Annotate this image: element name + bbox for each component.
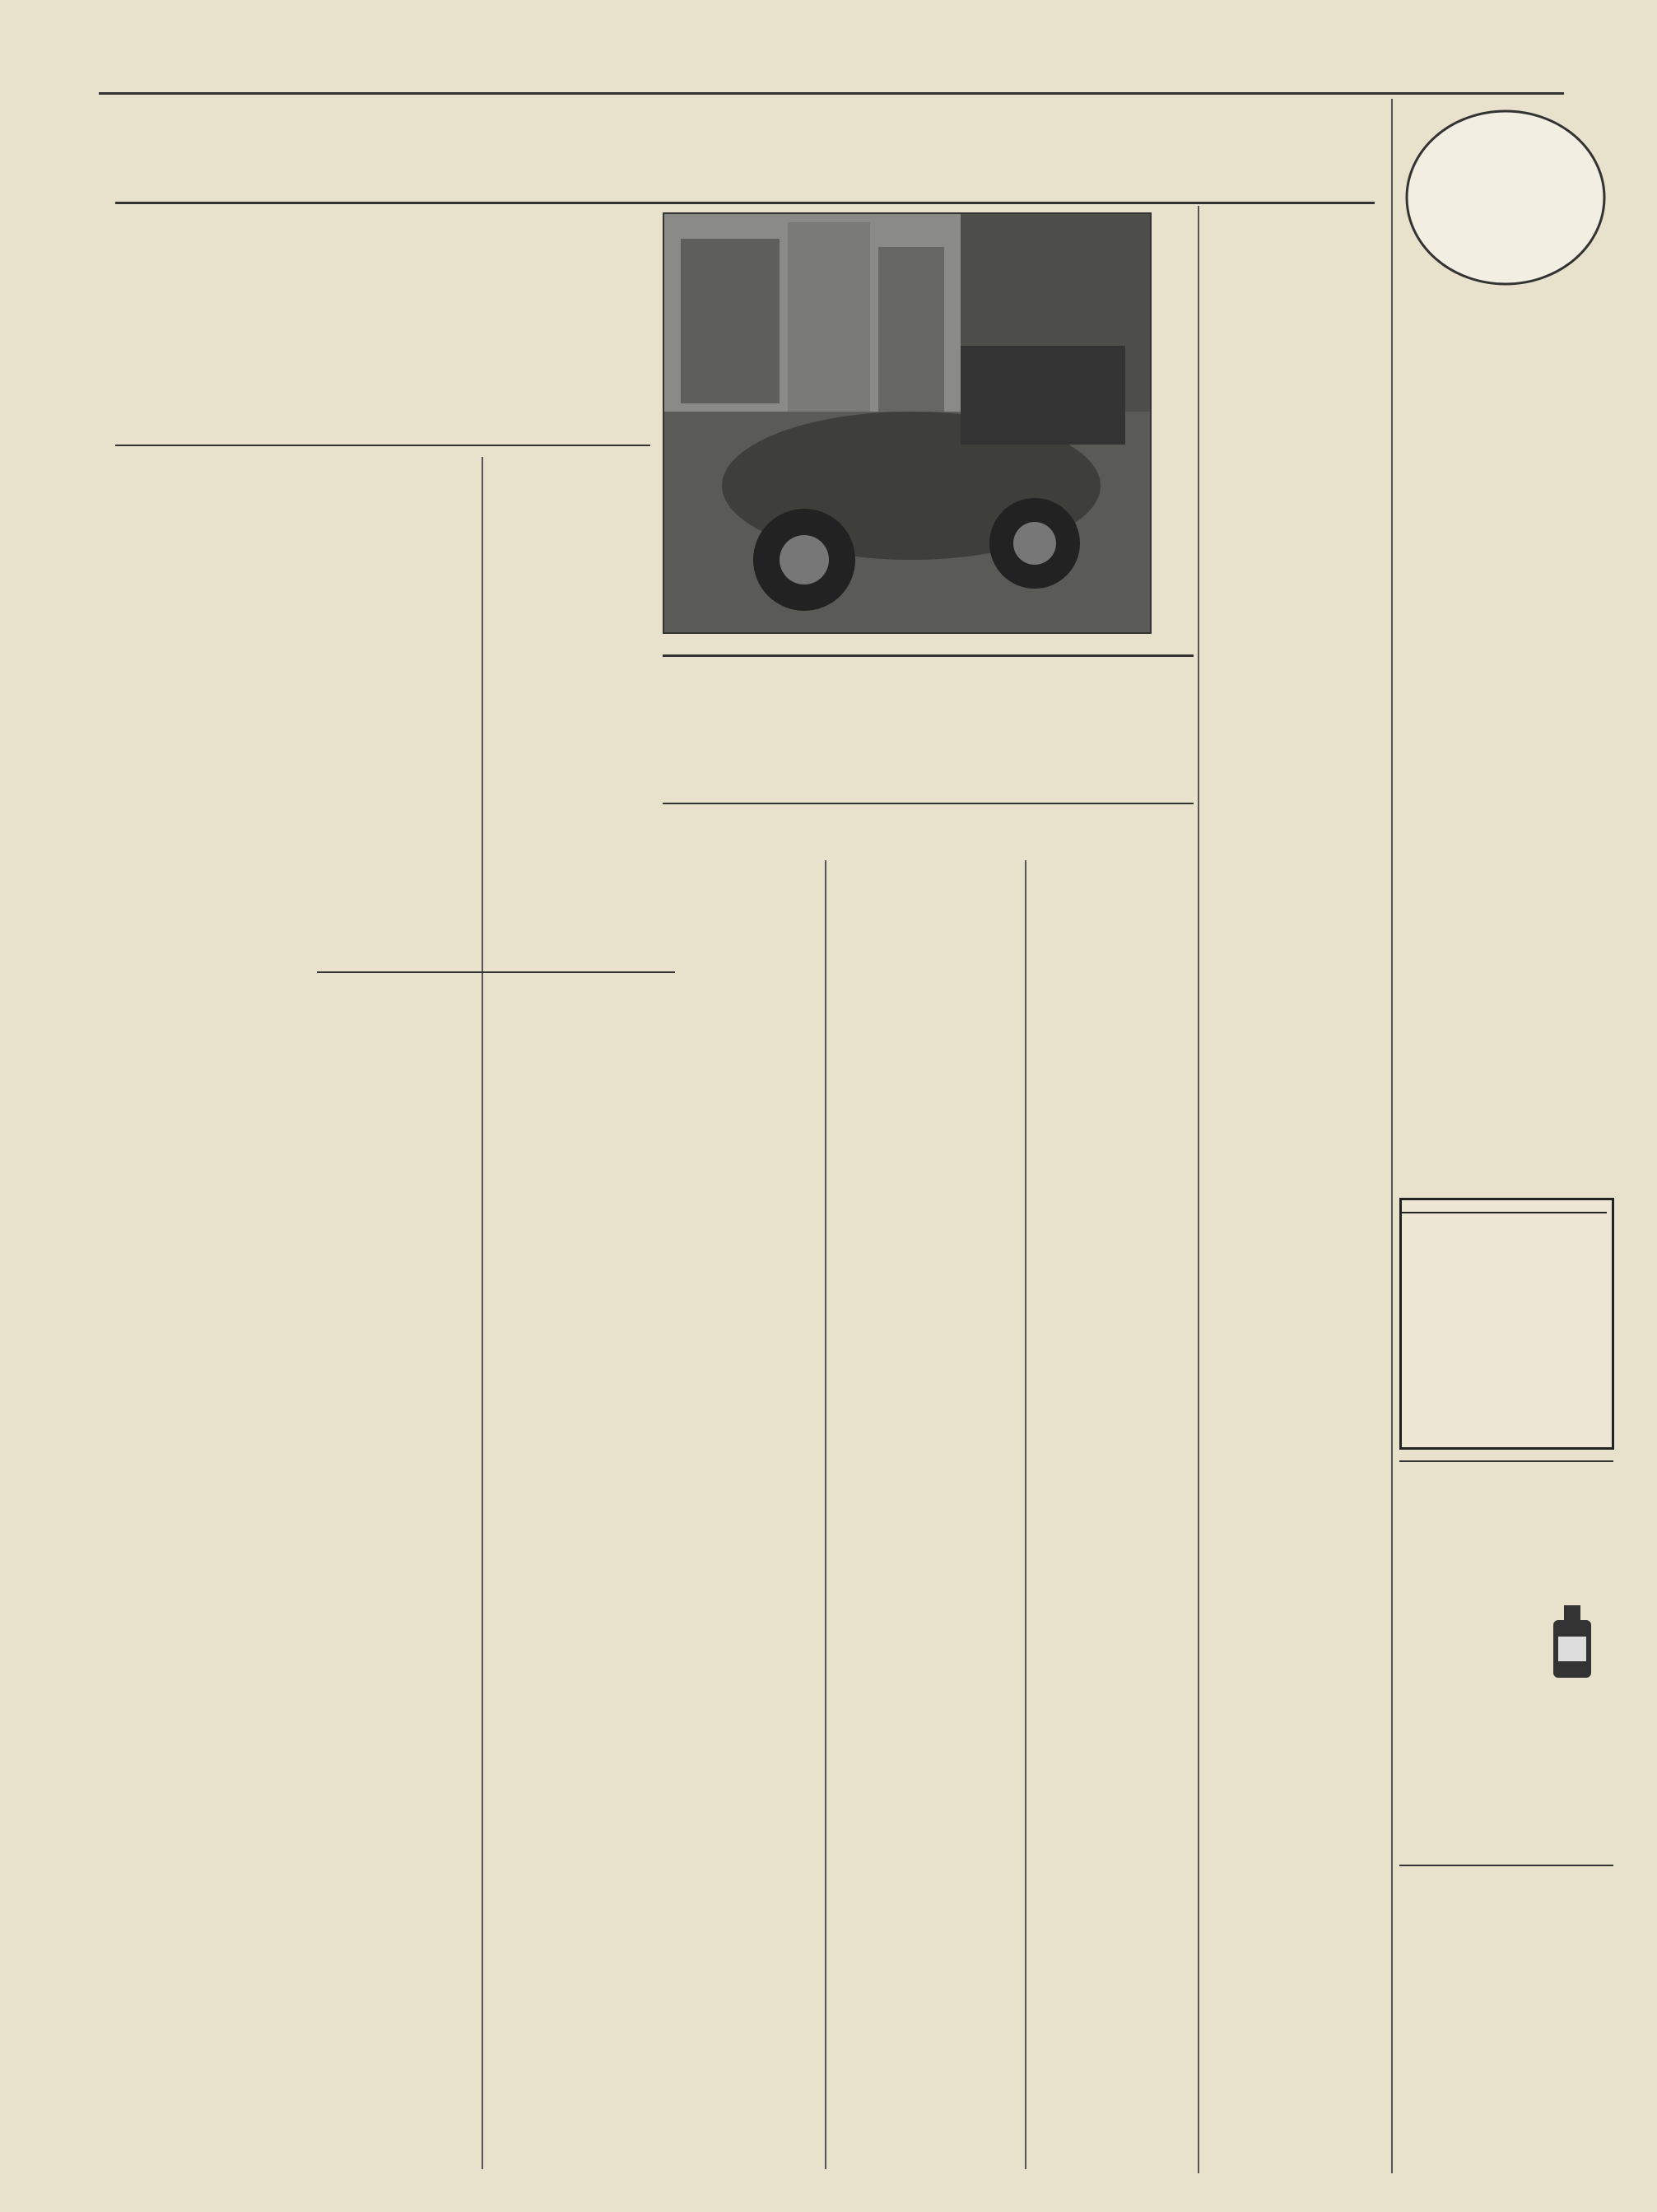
lead-rule [115, 445, 650, 446]
paris-body-3 [490, 1889, 654, 2169]
previene-headline [1399, 1457, 1613, 1462]
masthead [99, 64, 1564, 95]
column-rule [482, 457, 483, 2169]
column-rule [1025, 860, 1026, 2169]
cura-body [1399, 1893, 1613, 2165]
cercasi-ad [1399, 1198, 1614, 1450]
lead-body-col2 [490, 454, 654, 915]
news-photo [663, 212, 1152, 634]
paris-body-4 [667, 1062, 819, 1572]
lead-body-col1 [115, 671, 477, 1626]
headline-rule [115, 202, 1375, 204]
valda-oval [1401, 107, 1611, 288]
voloscin-body-2 [1031, 856, 1192, 1161]
column-rule [825, 860, 826, 2169]
column-rule [1198, 206, 1199, 2173]
fellows-ad [1399, 1589, 1609, 1828]
lead-body-col1b [115, 1655, 477, 2165]
paris-body-5 [667, 1638, 819, 2132]
cercasi-title [1402, 1207, 1607, 1213]
marconi-body [1399, 387, 1613, 1185]
column-rule [1391, 99, 1393, 2173]
cura-headline [1399, 1865, 1613, 1871]
bottle-icon [1543, 1605, 1601, 1679]
paris-body-2 [490, 1437, 654, 1856]
previene-body [1399, 1482, 1613, 1576]
valda-ad [1401, 107, 1611, 288]
photo-scene [664, 214, 1150, 632]
